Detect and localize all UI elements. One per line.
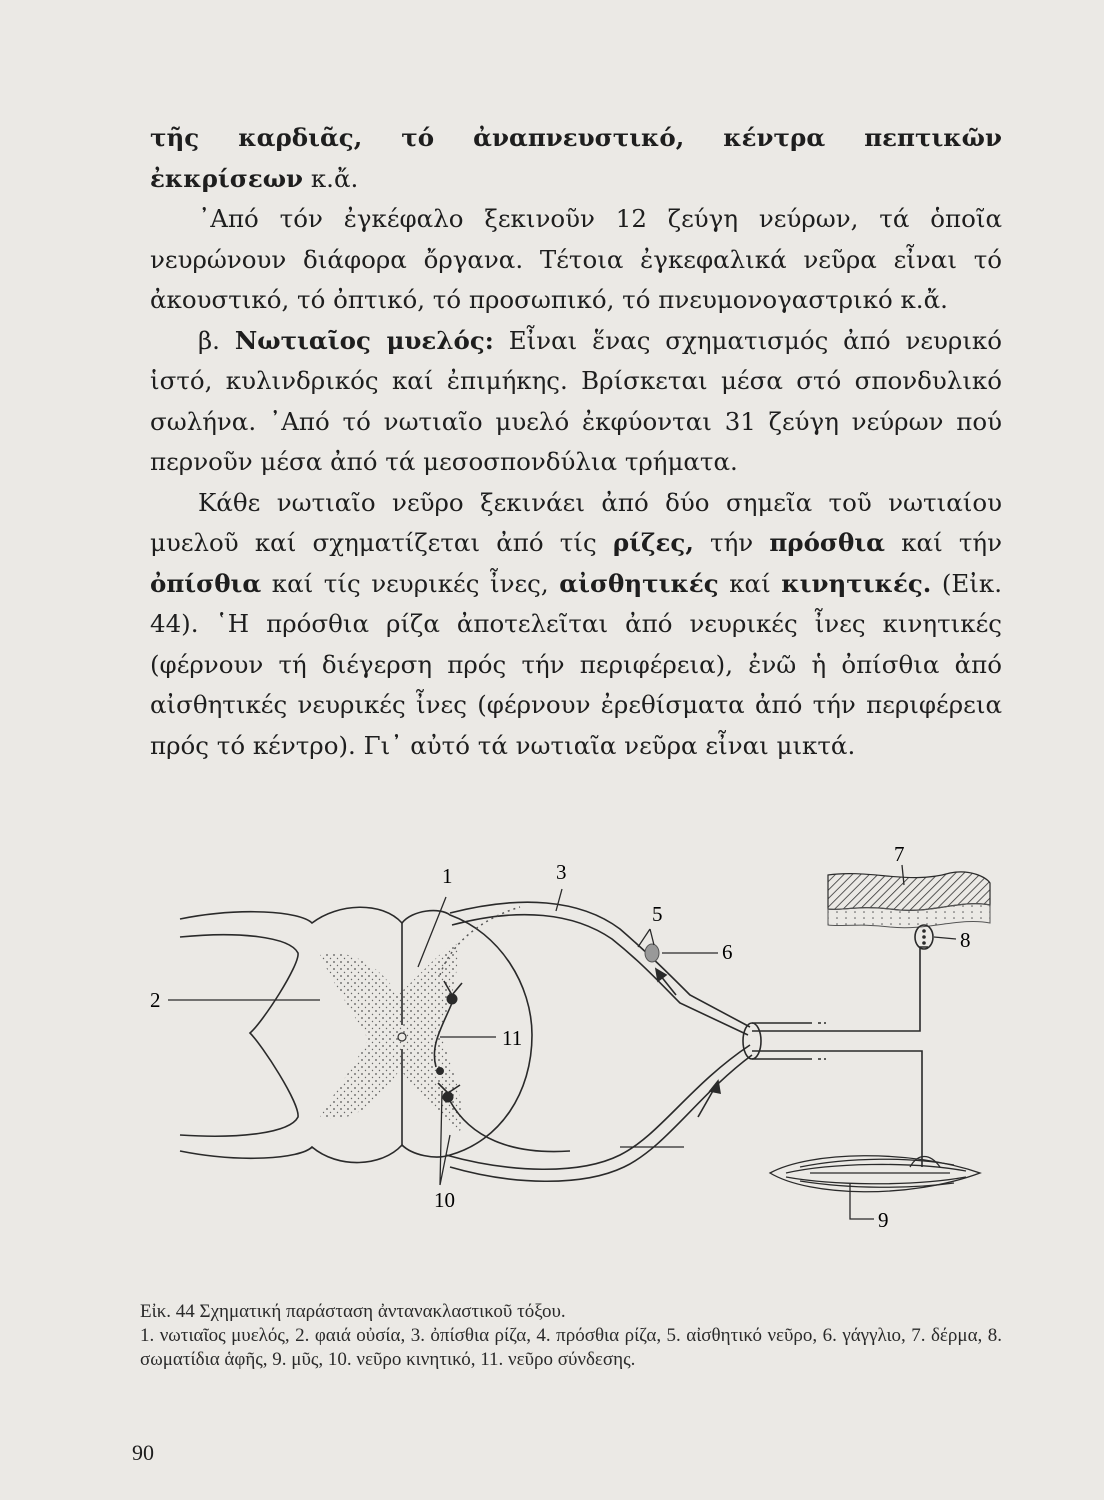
p4-t4: καί τίς νευρικές ἶνες, <box>261 568 560 598</box>
p4-t3: καί τήν <box>885 528 1002 557</box>
label-6: 6 <box>722 940 733 964</box>
p3-rest: Εἶναι ἕνας σχηματισμός ἀπό νευρικό ἱστό, κυλινδρικός καί ἐπιμήκης. Βρίσκεται μέσα στό σπονδυλικό σωλήνα. ᾿Από τό νωτιαῖο μυελό ἐκφύονται 31 ζεύγη νεύρων πού περνοῦν μέσα ἀπό τά μεσοσπονδύλια τρήματα. <box>150 325 1002 476</box>
p3-term: Νωτιαῖος μυελός: <box>234 325 494 355</box>
p4-b2: πρόσθια <box>769 528 886 557</box>
page-number: 90 <box>132 1440 154 1465</box>
p4-t1: Κάθε νωτιαῖο νεῦρο ξεκινάει ἀπό δύο σημεῖα τοῦ νωτιαίου μυελοῦ καί σχηματίζεται ἀπό τίς <box>150 487 1002 557</box>
p4-b1: ρίζες, <box>612 528 694 557</box>
p4-b4: αἰσθητικές <box>559 568 719 598</box>
label-8: 8 <box>960 928 971 952</box>
label-2: 2 <box>150 988 161 1012</box>
p1-rest: κ.ἄ. <box>303 163 359 193</box>
body-text <box>150 118 1002 766</box>
paragraph-3 <box>150 321 1002 483</box>
caption-title: Εἰκ. 44 Σχηματική παράσταση ἀντανακλαστικοῦ τόξου. <box>140 1301 566 1322</box>
label-10: 10 <box>434 1188 455 1212</box>
figure-caption <box>140 1300 1002 1372</box>
caption-legend: 1. νωτιαῖος μυελός, 2. φαιά οὐσία, 3. ὀπίσθια ρίζα, 4. πρόσθια ρίζα, 5. αἰσθητικό νεῦρο, 6. γάγγλιο, 7. δέρμα, 8. σωματίδια ἁφῆς, 9. μῦς, 10. νεῦρο κινητικό, 11. νεῦρο σύνδεσης. <box>140 1325 1002 1370</box>
ganglion <box>645 944 659 962</box>
label-7: 7 <box>894 842 905 866</box>
paragraph-2: ᾿Από τόν ἐγκέφαλο ξεκινοῦν 12 ζεύγη νεύρων, τά ὁποῖα νευρώνουν διάφορα ὄργανα. Τέτοια ἐγκεφαλικά νεῦρα εἶναι τό ἀκουστικό, τό ὀπτικό, τό προσωπικό, τό πνευμονογαστρικό κ.ἄ. <box>150 204 1002 314</box>
spinal-cord-outline <box>180 907 532 1162</box>
motor-fibre <box>450 1101 570 1152</box>
paragraph-4 <box>150 483 1002 767</box>
label-9: 9 <box>878 1208 889 1232</box>
p4-b5: κινητικές. <box>781 568 932 598</box>
label-1: 1 <box>442 864 453 888</box>
p1-bold: τῆς καρδιᾶς, τό ἀναπνευστικό, κέντρα πεπτικῶν ἐκκρίσεων <box>150 123 1002 193</box>
reflex-arc-figure <box>150 842 1010 1250</box>
paragraph-1 <box>150 118 1002 199</box>
label-5: 5 <box>652 902 663 926</box>
p4-t5: καί <box>718 568 782 598</box>
label-11: 11 <box>502 1026 523 1050</box>
neuron-upper <box>447 994 457 1004</box>
neuron-lower <box>443 1092 453 1102</box>
posterior-root <box>450 902 750 1027</box>
p4-t2: τήν <box>693 528 770 557</box>
reflex-arc-diagram <box>150 842 1010 1250</box>
p3-prefix: β. <box>198 325 235 355</box>
label-3: 3 <box>556 860 567 884</box>
muscle <box>770 1156 980 1192</box>
p4-b3: ὀπίσθια <box>150 568 262 598</box>
p4-t6: (Εἰκ. 44). ῾Η πρόσθια ρίζα ἀποτελεῖται ἀπό νευρικές ἶνες κινητικές (φέρνουν τή διέγερση πρός τήν περιφέρεια), ἐνῶ ἡ ὀπίσθια ἀπό αἰσθητικές νευρικές ἶνες (φέρνουν ἐρεθίσματα ἀπό τήν περιφέρεια πρός τό κέντρο). Γι᾿ αὐτό τά νωτιαῖα νεῦρα εἶναι μικτά. <box>150 568 1003 760</box>
